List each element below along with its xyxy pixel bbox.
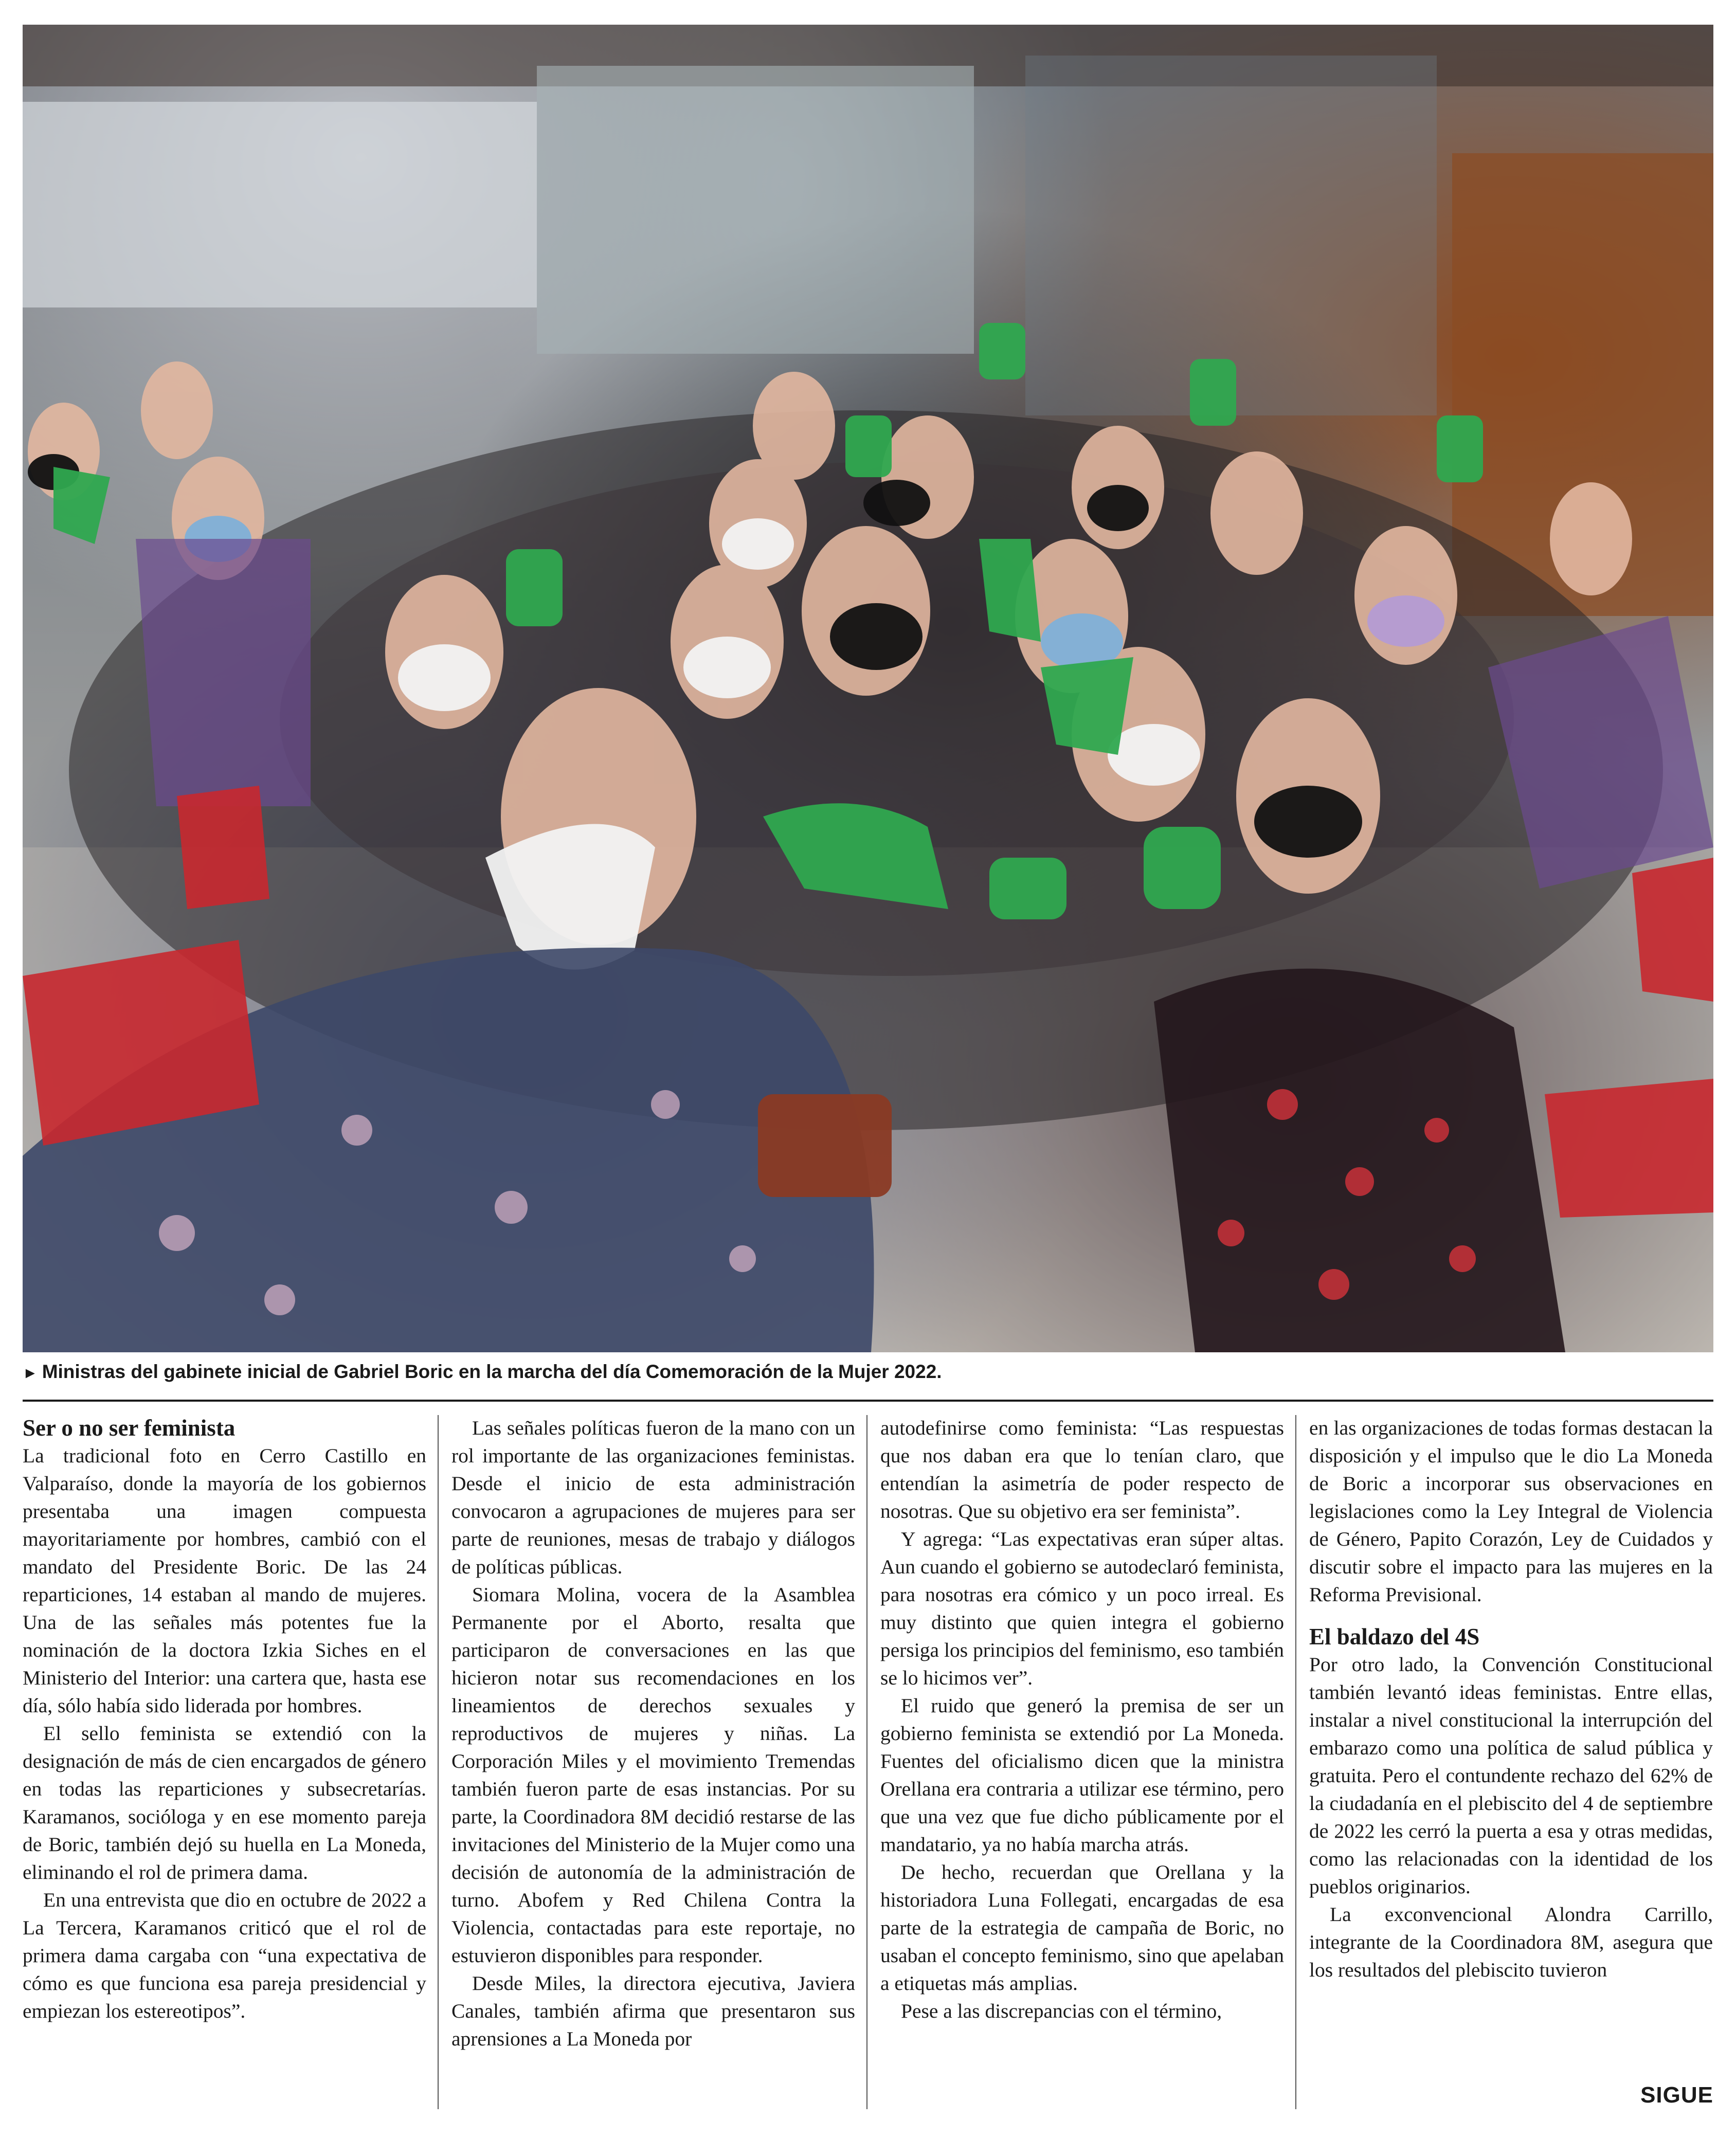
article-column-1 (23, 1414, 426, 2025)
paragraph: La tradicional foto en Cerro Castillo en Valparaíso, donde la mayoría de los gobiernos presentaba una imagen compuesta mayoritariamente por hombres, cambió con el mandato del Presidente Boric. De las 24 reparticiones, 14 estaban al mando de mujeres. Una de las señales más potentes fue la nominación de la doctora Izkia Siches en el Ministerio del Interior: una cartera que, hasta ese día, sólo había sido liderada por hombres. (23, 1444, 426, 1717)
paragraph: Pese a las discrepancias con el término, (901, 2000, 1222, 2022)
caption-divider (23, 1400, 1713, 1402)
paragraph: Las señales políticas fueron de la mano con un rol importante de las organizaciones feministas. Desde el inicio de esta administración convocaron a agrupaciones de mujeres para ser parte de reuniones, mesas de trabajo y diálogos de políticas públicas. (451, 1417, 855, 1578)
paragraph: Siomara Molina, vocera de la Asamblea Permanente por el Aborto, resalta que participaron de conversaciones en las que hicieron notar sus recomendaciones en los lineamientos de derechos sexuales y reproductivos de mujeres y niñas. La Corporación Miles y el movimiento Tremendas también fueron parte de esas instancias. Por su parte, la Coordinadora 8M decidió restarse de las invitaciones del Ministerio de la Mujer como una decisión de autonomía de la administración de turno. Abofem y Red Chilena Contra la Violencia, contactadas para este reportaje, no estuvieron disponibles para responder. (451, 1583, 855, 1967)
section-heading: El baldazo del 4S (1309, 1624, 1480, 1649)
paragraph: Desde Miles, la directora ejecutiva, Javiera Canales, también afirma que presentaron sus aprensiones a La Moneda por (451, 1972, 855, 2050)
column-divider (866, 1415, 867, 2109)
column-divider (1295, 1415, 1296, 2109)
paragraph: autodefinirse como feminista: “Las respuestas que nos daban era que lo tenían claro, que entendían la asimetría de poder respecto de nosotras. Que su objetivo era ser feminista”. (880, 1417, 1284, 1522)
caption-arrow-icon: ► (23, 1365, 38, 1382)
paragraph: De hecho, recuerdan que Orellana y la historiadora Luna Follegati, encargadas de esa parte de la estrategia de campaña de Boric, no usaban el concepto feminismo, sino que apelaban a etiquetas más amplias. (880, 1861, 1284, 1995)
article-column-2 (451, 1414, 855, 2053)
paragraph: En una entrevista que dio en octubre de 2022 a La Tercera, Karamanos criticó que el rol de primera dama cargaba con “una expectativa de cómo es que funciona esa pareja presidencial y empiezan los estereotipos”. (23, 1889, 426, 2022)
paragraph: Por otro lado, la Convención Constitucional también levantó ideas feministas. Entre ellas, instalar a nivel constitucional la interrupción del embarazo como una política de salud pública y gratuita. Pero el contundente rechazo del 62% de la ciudadanía en el plebiscito del 4 de septiembre de 2022 les cerró la puerta a esa y otras medidas, como las relacionadas con la identidad de los pueblos originarios. (1309, 1653, 1713, 1898)
continue-label: SIGUE (1640, 2082, 1713, 2108)
paragraph: en las organizaciones de todas formas destacan la disposición y el impulso que le dio La Moneda de Boric a incorporar sus observaciones en legislaciones como la Ley Integral de Violencia de Género, Papito Corazón, Ley de Cuidados y discutir sobre el impacto para las mujeres en la Reforma Previsional. (1309, 1417, 1713, 1606)
paragraph: Y agrega: “Las expectativas eran súper altas. Aun cuando el gobierno se autodeclaró feminista, para nosotras era cómico y un poco irreal. Es muy distinto que quien integra el gobierno persiga los principios del feminismo, eso también se lo hicimos ver”. (880, 1528, 1284, 1689)
article-column-3 (880, 1414, 1284, 2025)
photo-caption (23, 1356, 1713, 1389)
article-photo (23, 25, 1713, 1352)
article-column-4 (1309, 1414, 1713, 1984)
caption-text: Ministras del gabinete inicial de Gabriel Boric en la marcha del día Comemoración de la Mujer 2022. (42, 1361, 942, 1382)
photo-illustration (23, 25, 1713, 1352)
section-heading: Ser o no ser feminista (23, 1415, 236, 1441)
paragraph: El sello feminista se extendió con la designación de más de cien encargados de género en todas las reparticiones y subsecretarías. Karamanos, socióloga y en ese momento pareja de Boric, también dejó su huella en La Moneda, eliminando el rol de primera dama. (23, 1722, 426, 1883)
paragraph: El ruido que generó la premisa de ser un gobierno feminista se extendió por La Moneda. Fuentes del oficialismo dicen que la ministra Orellana era contraria a utilizar ese término, pero que una vez que fue dicho públicamente por el mandatario, ya no había marcha atrás. (880, 1694, 1284, 1856)
paragraph: La exconvencional Alondra Carrillo, integrante de la Coordinadora 8M, asegura que los resultados del plebiscito tuvieron (1309, 1903, 1713, 1981)
column-divider (438, 1415, 439, 2109)
